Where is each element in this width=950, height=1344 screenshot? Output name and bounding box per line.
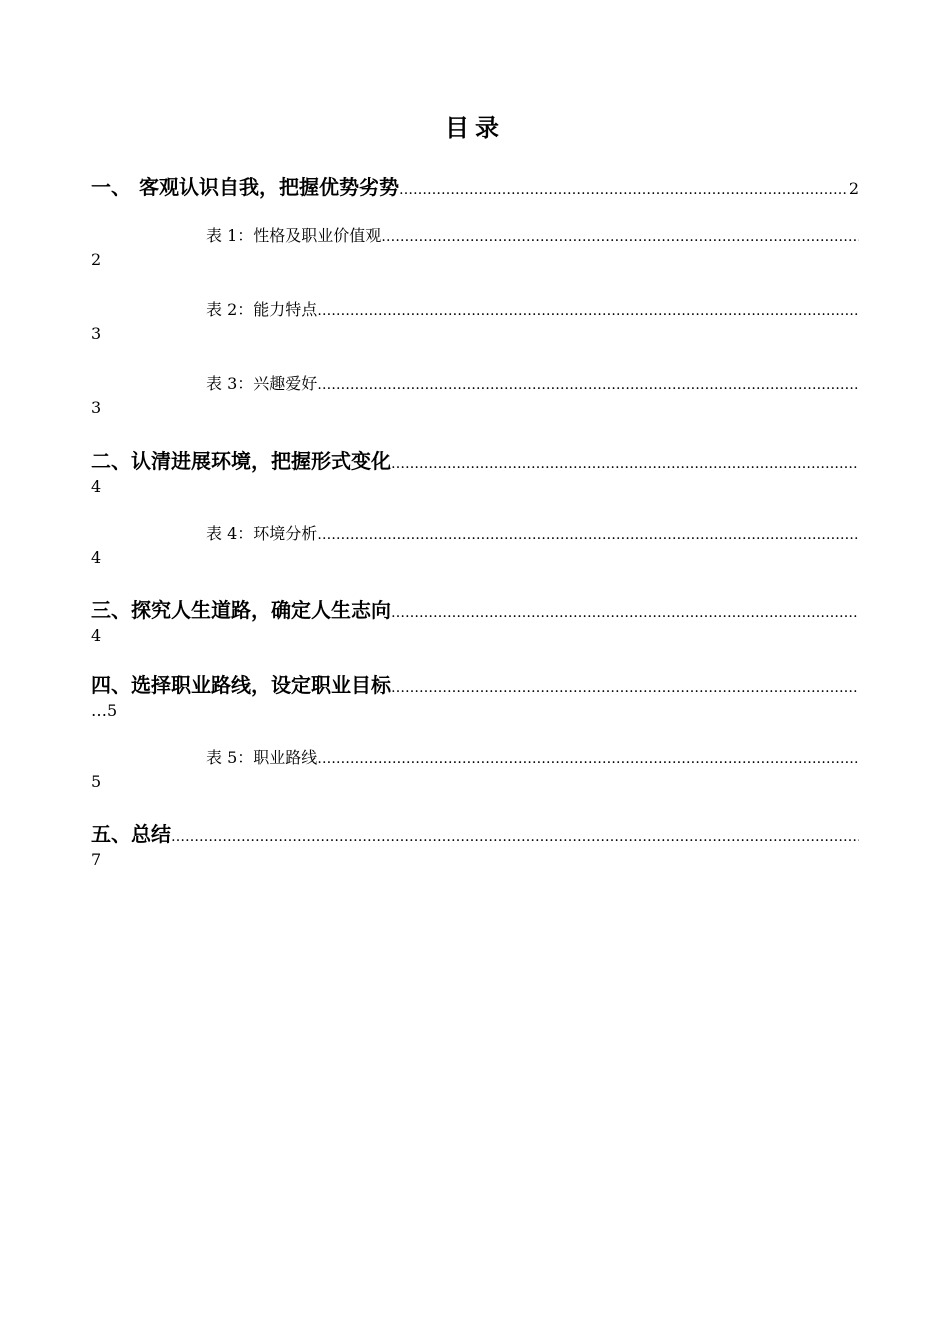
- toc-entry-line: [91, 819, 859, 849]
- toc-entry-page: 3: [91, 398, 102, 417]
- toc-entry-line: [91, 446, 859, 476]
- dot-leader: [399, 175, 847, 202]
- toc-entry-text: 表 1：性格及职业价值观: [206, 226, 382, 245]
- toc-entry-table-2[interactable]: [91, 297, 859, 345]
- toc-entry-text: 四、选择职业路线，设定职业目标: [91, 673, 391, 697]
- toc-entry-text: 表 5：职业路线: [206, 748, 318, 767]
- dot-leader: [391, 598, 859, 625]
- toc-entry-page: 5: [91, 772, 102, 791]
- toc-entry-table-4[interactable]: [91, 521, 859, 569]
- toc-entry-text: 表 2：能力特点: [206, 300, 318, 319]
- toc-entry-text: 表 3：兴趣爱好: [206, 374, 318, 393]
- dot-leader: [171, 822, 859, 849]
- dot-leader: [317, 746, 859, 771]
- toc-entry-table-1[interactable]: [91, 223, 859, 271]
- toc-entry-5[interactable]: [91, 819, 859, 871]
- toc-entry-table-5[interactable]: [91, 745, 859, 793]
- toc-entry-line: [91, 670, 859, 700]
- dot-leader: [317, 372, 859, 397]
- toc-entry-page: 4: [91, 626, 102, 645]
- toc-entry-page: …5: [91, 701, 118, 720]
- dot-leader: [317, 522, 859, 547]
- toc-entry-page: 7: [91, 850, 102, 869]
- toc-entry-line: [91, 521, 859, 547]
- toc-entry-text: 五、总结: [91, 822, 171, 846]
- toc-title: 目录: [445, 114, 505, 142]
- toc-entry-table-3[interactable]: [91, 371, 859, 419]
- dot-leader: [381, 224, 859, 249]
- toc-entry-text: 表 4：环境分析: [206, 524, 318, 543]
- toc-entry-line: [91, 172, 859, 202]
- toc-entry-line: [91, 745, 859, 771]
- toc-entry-number: 一、: [91, 175, 131, 199]
- toc-entry-text: 客观认识自我，把握优势劣势: [139, 175, 399, 199]
- toc-entry-page: 3: [91, 324, 102, 343]
- toc-entry-4[interactable]: [91, 670, 859, 722]
- toc-entry-3[interactable]: [91, 595, 859, 647]
- toc-entry-page: 2: [848, 179, 859, 198]
- toc-entry-1[interactable]: [91, 172, 859, 202]
- toc-entry-page: 4: [91, 477, 102, 496]
- toc-entry-page: 2: [91, 250, 102, 269]
- toc-entry-2[interactable]: [91, 446, 859, 498]
- toc-entry-text: 二、认清进展环境，把握形式变化: [91, 449, 391, 473]
- toc-entry-line: [91, 595, 859, 625]
- toc-entry-text: 三、探究人生道路，确定人生志向: [91, 598, 391, 622]
- toc-entry-line: [91, 297, 859, 323]
- dot-leader: [391, 449, 859, 476]
- toc-entry-line: [91, 371, 859, 397]
- dot-leader: [391, 673, 859, 700]
- toc-entry-page: 4: [91, 548, 102, 567]
- dot-leader: [317, 298, 859, 323]
- toc-entry-line: [91, 223, 859, 249]
